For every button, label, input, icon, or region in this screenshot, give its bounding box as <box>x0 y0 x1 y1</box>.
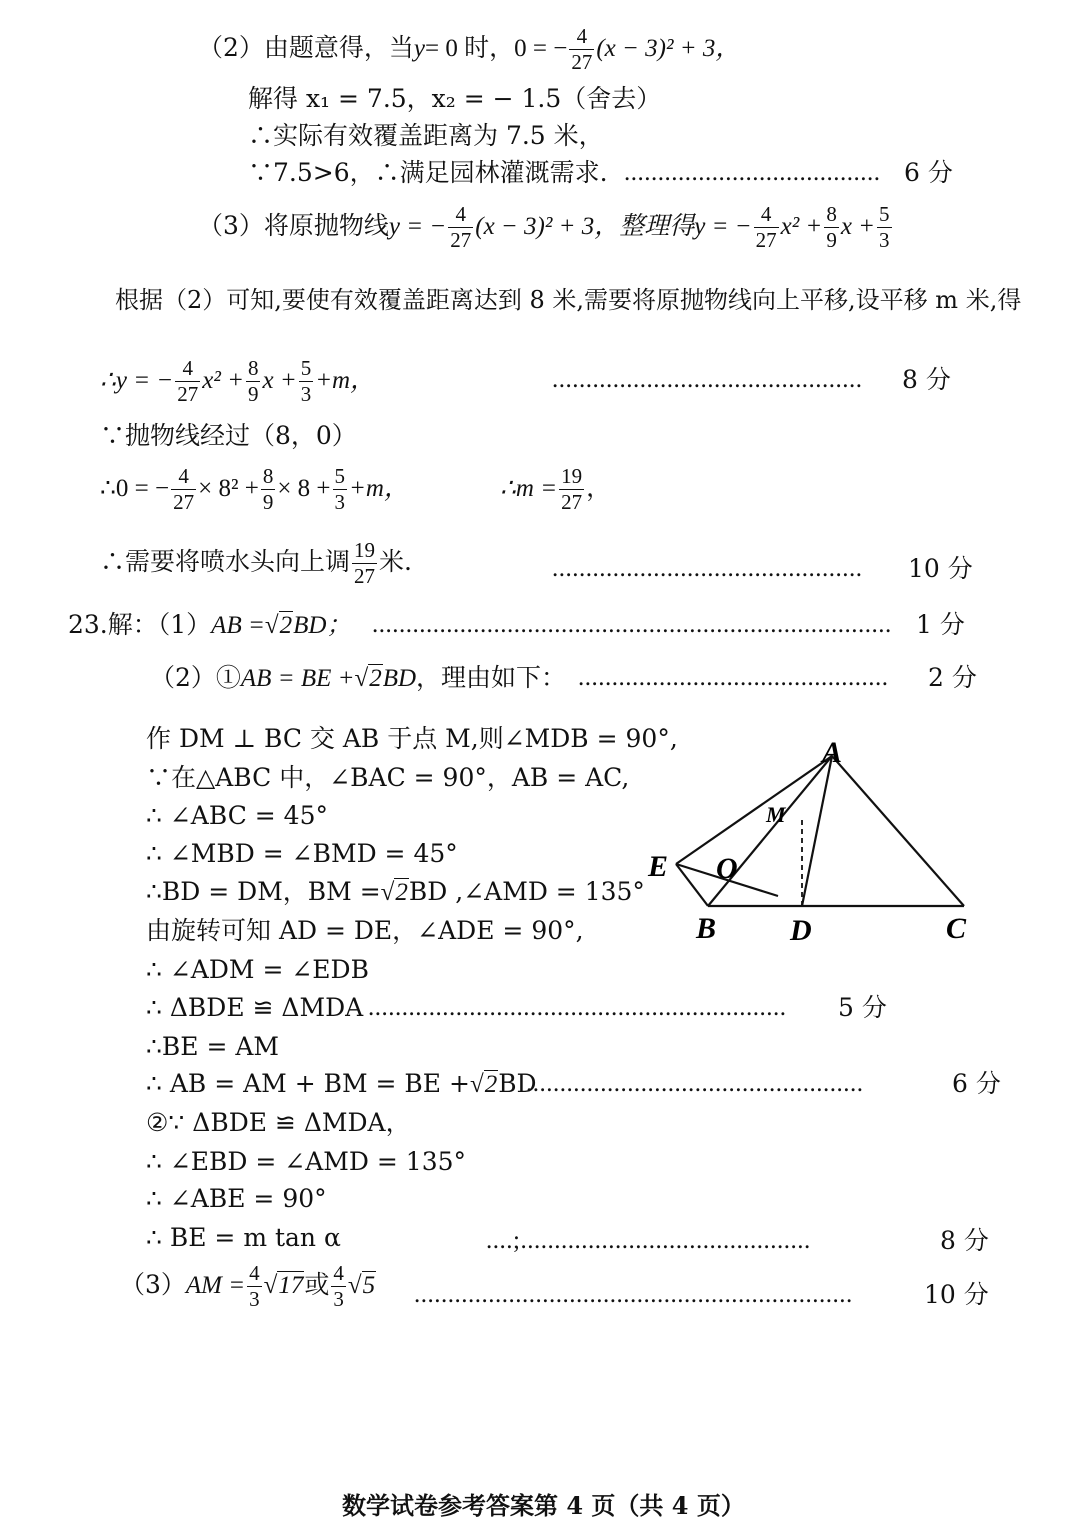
p3-dots1: .............................................. <box>552 366 863 393</box>
p3-dots2: .............................................. <box>552 555 863 582</box>
q23-score1: 1 分 <box>916 610 965 639</box>
proof-step-2: ∵在△ABC 中，∠BAC = 90°，AB = AC, <box>146 763 630 792</box>
p2-because-line: ∵7.5>6，∴满足园林灌溉需求. <box>248 158 608 187</box>
q23-part3-frac1: $\frac{4}{3}$ <box>249 1261 260 1311</box>
p3-m-a: ∴m = <box>500 475 558 502</box>
p3-eq4-frac2: $\frac{8}{9}$ <box>262 464 274 514</box>
p2-y: y <box>413 35 426 62</box>
p3-eq3-d: +m， <box>315 367 376 394</box>
p3-m-tail: ， <box>586 473 612 502</box>
q23-part3-head: （3） <box>120 1270 186 1299</box>
proof-step-10-sqrt: √2 <box>469 1071 498 1098</box>
q23-dots1: ............................................................................. <box>372 611 892 638</box>
q23-2-bd: BD <box>382 665 417 692</box>
proof-step-4: ∴ ∠MBD = ∠BMD = 45° <box>146 839 458 868</box>
segment-ac <box>832 756 964 906</box>
q23-part3-sqrt17: √17 <box>263 1272 304 1299</box>
proof-step-10-a: ∴ AB = AM + BM = BE + <box>146 1069 470 1098</box>
p3-eq3-frac2: $\frac{8}{9}$ <box>247 356 259 406</box>
proof-step-14: ∴ BE = m tan α <box>146 1223 341 1252</box>
p3-text: 根据（2）可知,要使有效覆盖距离达到 8 米,需要将原抛物线向上平移,设平移 m 米,得 <box>115 286 1022 314</box>
segment-ea <box>676 756 832 864</box>
p3-final-a: ∴需要将喷水头向上调 <box>100 547 351 576</box>
p3-eq2-frac1: $\frac{4}{27}$ <box>755 202 777 252</box>
q23-part3-frac2: $\frac{4}{3}$ <box>333 1261 344 1311</box>
p3-eq3-a: ∴y = − <box>100 367 174 394</box>
proof-step-10-dots: .................................................. <box>526 1070 864 1097</box>
p3-eq4-line <box>100 466 409 513</box>
q23-part3-or: 或 <box>304 1270 330 1299</box>
proof-step-11: ②∵ ΔBDE ≌ ΔMDA， <box>146 1108 411 1137</box>
p3-score2: 10 分 <box>908 554 973 583</box>
p3-passes-line: ∵抛物线经过（8，0） <box>100 421 357 450</box>
q23-head: 23.解：（1） <box>68 610 212 639</box>
q23-2-dots: .............................................. <box>578 664 889 691</box>
proof-step-10 <box>146 1071 537 1097</box>
proof-step-8-dots: .............................................................. <box>368 994 787 1021</box>
p3-final-frac: $\frac{19}{27}$ <box>354 538 376 588</box>
q23-sqrt: √2 <box>264 612 293 639</box>
q23-part1-line <box>68 612 351 638</box>
q23-part3-score: 10 分 <box>924 1280 989 1309</box>
q23-ab: AB = <box>211 612 265 639</box>
p3-eq3-c: x + <box>262 367 297 394</box>
p3-eq3-frac1: $\frac{4}{27}$ <box>177 356 199 406</box>
p2-condition-line <box>198 26 740 73</box>
p2-solve-line: 解得 x₁ = 7.5，x₂ = − 1.5（舍去） <box>248 84 662 113</box>
p3-score1: 8 分 <box>902 365 951 394</box>
p2-intro: （2）由题意得，当 <box>198 33 414 62</box>
q23-part2-line <box>150 665 566 691</box>
p2-fraction: $\frac{4}{27}$ <box>571 24 593 74</box>
p3-eq4-b: × 8² + <box>198 475 259 502</box>
geometry-figure <box>640 730 980 950</box>
p3-eq2-frac3: $\frac{5}{3}$ <box>879 202 890 252</box>
p3-eq2-c: x + <box>840 213 876 240</box>
proof-step-1: 作 DM ⊥ BC 交 AB 于点 M,则∠MDB = 90°, <box>146 724 678 753</box>
p2-dots: ...................................... <box>624 159 881 186</box>
p3-eq2-b: x² + <box>780 213 823 240</box>
p3-eq1-frac: $\frac{4}{27}$ <box>450 202 472 252</box>
proof-step-10-score: 6 分 <box>952 1069 1001 1098</box>
p3-eq4-frac1: $\frac{4}{27}$ <box>173 464 195 514</box>
p3-eq4-a: ∴0 = − <box>100 475 170 502</box>
segment-ad <box>802 756 832 906</box>
proof-step-14-dots: ....;........................................... <box>486 1227 811 1254</box>
p2-tail: (x − 3)² + 3， <box>596 35 741 62</box>
p3-eq4-d: +m， <box>349 475 409 502</box>
proof-step-9: ∴BE = AM <box>146 1032 280 1061</box>
proof-step-5-sqrt: √2 <box>380 879 408 906</box>
q23-2-score: 2 分 <box>928 663 977 692</box>
p3-eq3-line <box>100 358 375 405</box>
p3-final-b: 米. <box>379 547 412 576</box>
label-c: C <box>946 912 967 945</box>
segment-eb <box>676 864 708 906</box>
proof-step-14-score: 8 分 <box>940 1226 989 1255</box>
p3-eq4-frac3: $\frac{5}{3}$ <box>334 464 346 514</box>
q23-part3-dots: ................................................................. <box>414 1281 853 1308</box>
p3-eq2-a: y = − <box>694 213 752 240</box>
p3-m-frac: $\frac{19}{27}$ <box>561 464 583 514</box>
label-b: B <box>696 912 717 945</box>
p3-m-line <box>500 466 611 513</box>
q23-2-sqrt: √2 <box>354 665 382 692</box>
q23-part3-line <box>120 1263 376 1310</box>
q23-2-head: （2）① <box>150 663 241 692</box>
q23-part3-am: AM = <box>185 1272 246 1299</box>
proof-step-12: ∴ ∠EBD = ∠AMD = 135° <box>146 1147 467 1176</box>
q23-bd: BD； <box>293 612 352 639</box>
proof-step-10-b: BD <box>498 1069 537 1098</box>
p2-therefore-line: ∴实际有效覆盖距离为 7.5 米， <box>248 121 604 150</box>
label-e: E <box>648 850 669 883</box>
label-d: D <box>790 914 812 947</box>
p3-eq4-c: × 8 + <box>277 475 331 502</box>
q23-2-reason: ，理由如下： <box>416 663 567 692</box>
proof-step-7: ∴ ∠ADM = ∠EDB <box>146 955 369 984</box>
proof-step-5-a: ∴BD = DM，BM = <box>146 877 381 906</box>
page-footer: 数学试卷参考答案第 4 页（共 4 页） <box>342 1491 745 1520</box>
proof-step-5-b: BD ,∠AMD = 135° <box>408 877 645 906</box>
p3-eq2-frac2: $\frac{8}{9}$ <box>826 202 837 252</box>
proof-step-8: ∴ ΔBDE ≌ ΔMDA <box>146 993 364 1022</box>
p2-eq0: = 0 时，0 = − <box>425 35 568 62</box>
p3-eq3-frac3: $\frac{5}{3}$ <box>300 356 312 406</box>
proof-step-13: ∴ ∠ABE = 90° <box>146 1184 327 1213</box>
q23-part3-sqrt5: √5 <box>347 1272 376 1299</box>
label-a: A <box>822 736 843 769</box>
p3-equation-line <box>198 204 894 251</box>
p3-eq1-a: y = − <box>388 213 447 240</box>
label-o: O <box>716 852 738 885</box>
p3-eq3-b: x² + <box>202 367 244 394</box>
proof-step-8-score: 5 分 <box>838 993 887 1022</box>
p2-score: 6 分 <box>904 158 953 187</box>
q23-2-eq: AB = BE + <box>240 665 355 692</box>
p3-final-line <box>100 540 412 587</box>
proof-step-5 <box>146 879 645 905</box>
p3-eq1-b: (x − 3)² + 3，整理得 <box>475 213 695 240</box>
proof-step-3: ∴ ∠ABC = 45° <box>146 801 328 830</box>
label-m: M <box>766 802 786 827</box>
p3-intro: （3）将原抛物线 <box>198 211 389 240</box>
proof-step-6: 由旋转可知 AD = DE，∠ADE = 90°, <box>146 916 584 945</box>
